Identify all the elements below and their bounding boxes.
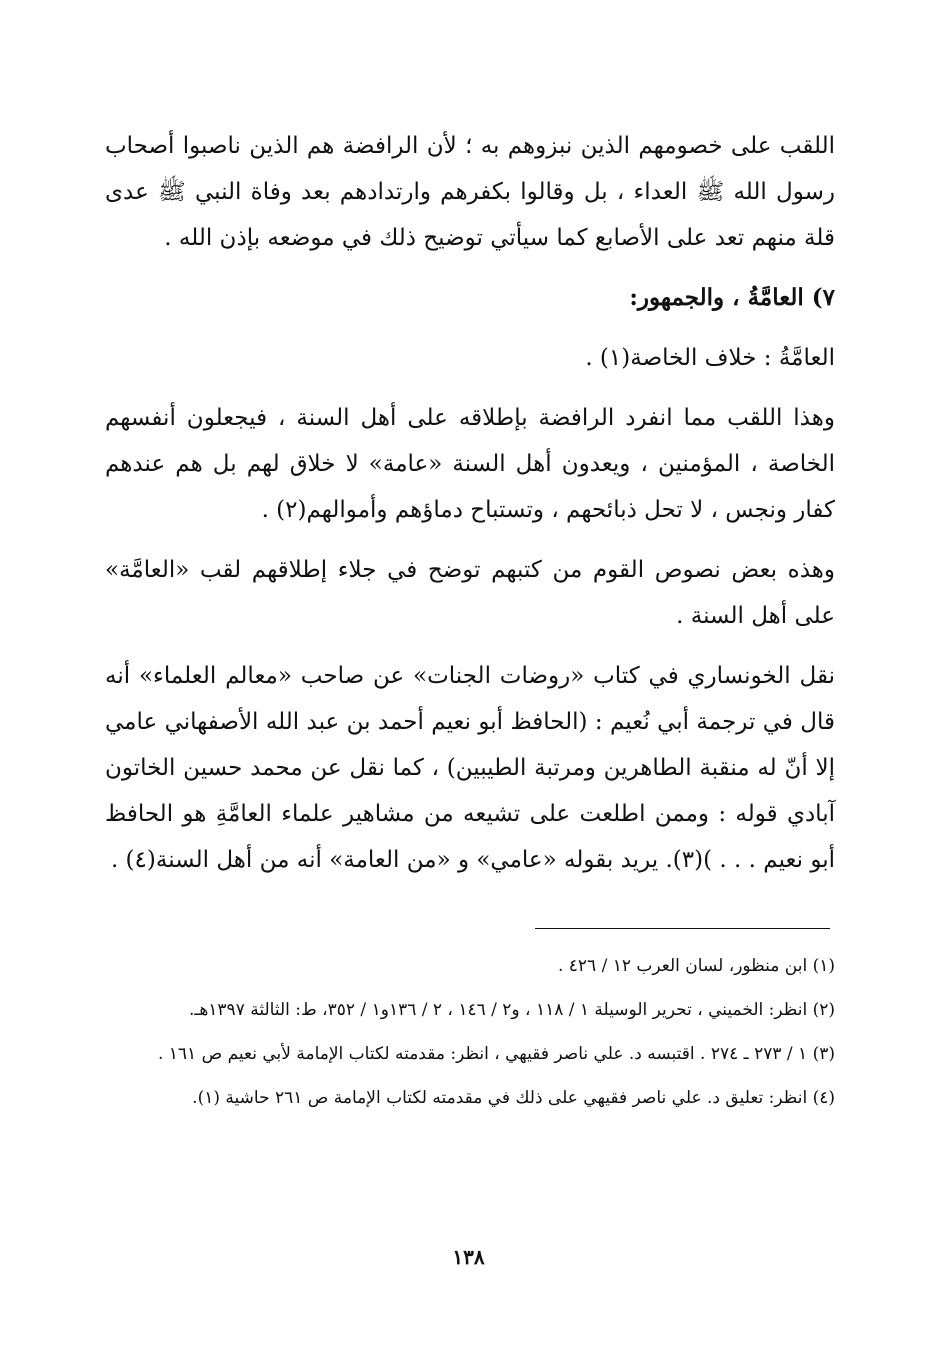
footnote-1: (١) ابن منظور، لسان العرب ١٢ / ٤٢٦ . [557, 956, 835, 976]
footnote-divider [535, 928, 830, 929]
section-heading-amma: ٧) العامَّةُ ، والجمهور: [629, 284, 835, 311]
page-number: ١٣٨ [452, 1245, 485, 1269]
footnotes [105, 948, 835, 1124]
footnote-2: (٢) انظر: الخميني ، تحرير الوسيلة ١ / ١١٨ ، و٢ / ١٤٦ ، ٢ / ١٣٦و١ / ٣٥٢، ط: الثالثة ١٣٩٧هـ. [188, 1000, 835, 1020]
footnote-4: (٤) انظر: تعليق د. علي ناصر فقيهي على ذلك في مقدمته لكتاب الإمامة ص ٢٦١ حاشية (١). [192, 1088, 835, 1108]
paragraph-texts-intro: وهذه بعض نصوص القوم من كتبهم توضح في جلاء إطلاقهم لقب «العامَّة» على أهل السنة . [105, 557, 835, 629]
main-text [105, 123, 835, 897]
footnote-3: (٣) ١ / ٢٧٣ ـ ٢٧٤ . اقتبسه د. علي ناصر فقيهي ، انظر: مقدمته لكتاب الإمامة لأبي نعيم ص ١٦١ . [157, 1044, 835, 1064]
paragraph-khunsari-quote: نقل الخونساري في كتاب «روضات الجنات» عن صاحب «معالم العلماء» أنه قال في ترجمة أبي نُعيم : (الحافظ أبو نعيم أحمد بن عبد الله الأصفهاني عامي إلا أنّ له منقبة الطاهرين ومرتبة الطيبين) ، كما نقل عن محمد حسين الخاتون آبادي قوله : وممن اطلعت على تشيعه من مشاهير علماء العامَّةِ هو الحافظ أبو نعيم . . . )(٣). يريد بقوله «عامي» و «من العامة» أنه من أهل السنة(٤) . [105, 663, 835, 873]
paragraph-amma-definition: العامَّةُ : خلاف الخاصة(١) . [585, 345, 835, 371]
paragraph-rafida-hostility: اللقب على خصومهم الذين نبزوهم به ؛ لأن الرافضة هم الذين ناصبوا أصحاب رسول الله ﷺ العداء ، بل وقالوا بكفرهم وارتدادهم بعد وفاة النبي ﷺ عدى قلة منهم تعد على الأصابع كما سيأتي توضيح ذلك في موضعه بإذن الله . [105, 133, 835, 251]
paragraph-amma-usage: وهذا اللقب مما انفرد الرافضة بإطلاقه على أهل السنة ، فيجعلون أنفسهم الخاصة ، المؤمنين ، ويعدون أهل السنة «عامة» لا خلاق لهم بل هم عندهم كفار ونجس ، لا تحل ذبائحهم ، وتستباح دماؤهم وأموالهم(٢) . [105, 405, 835, 523]
